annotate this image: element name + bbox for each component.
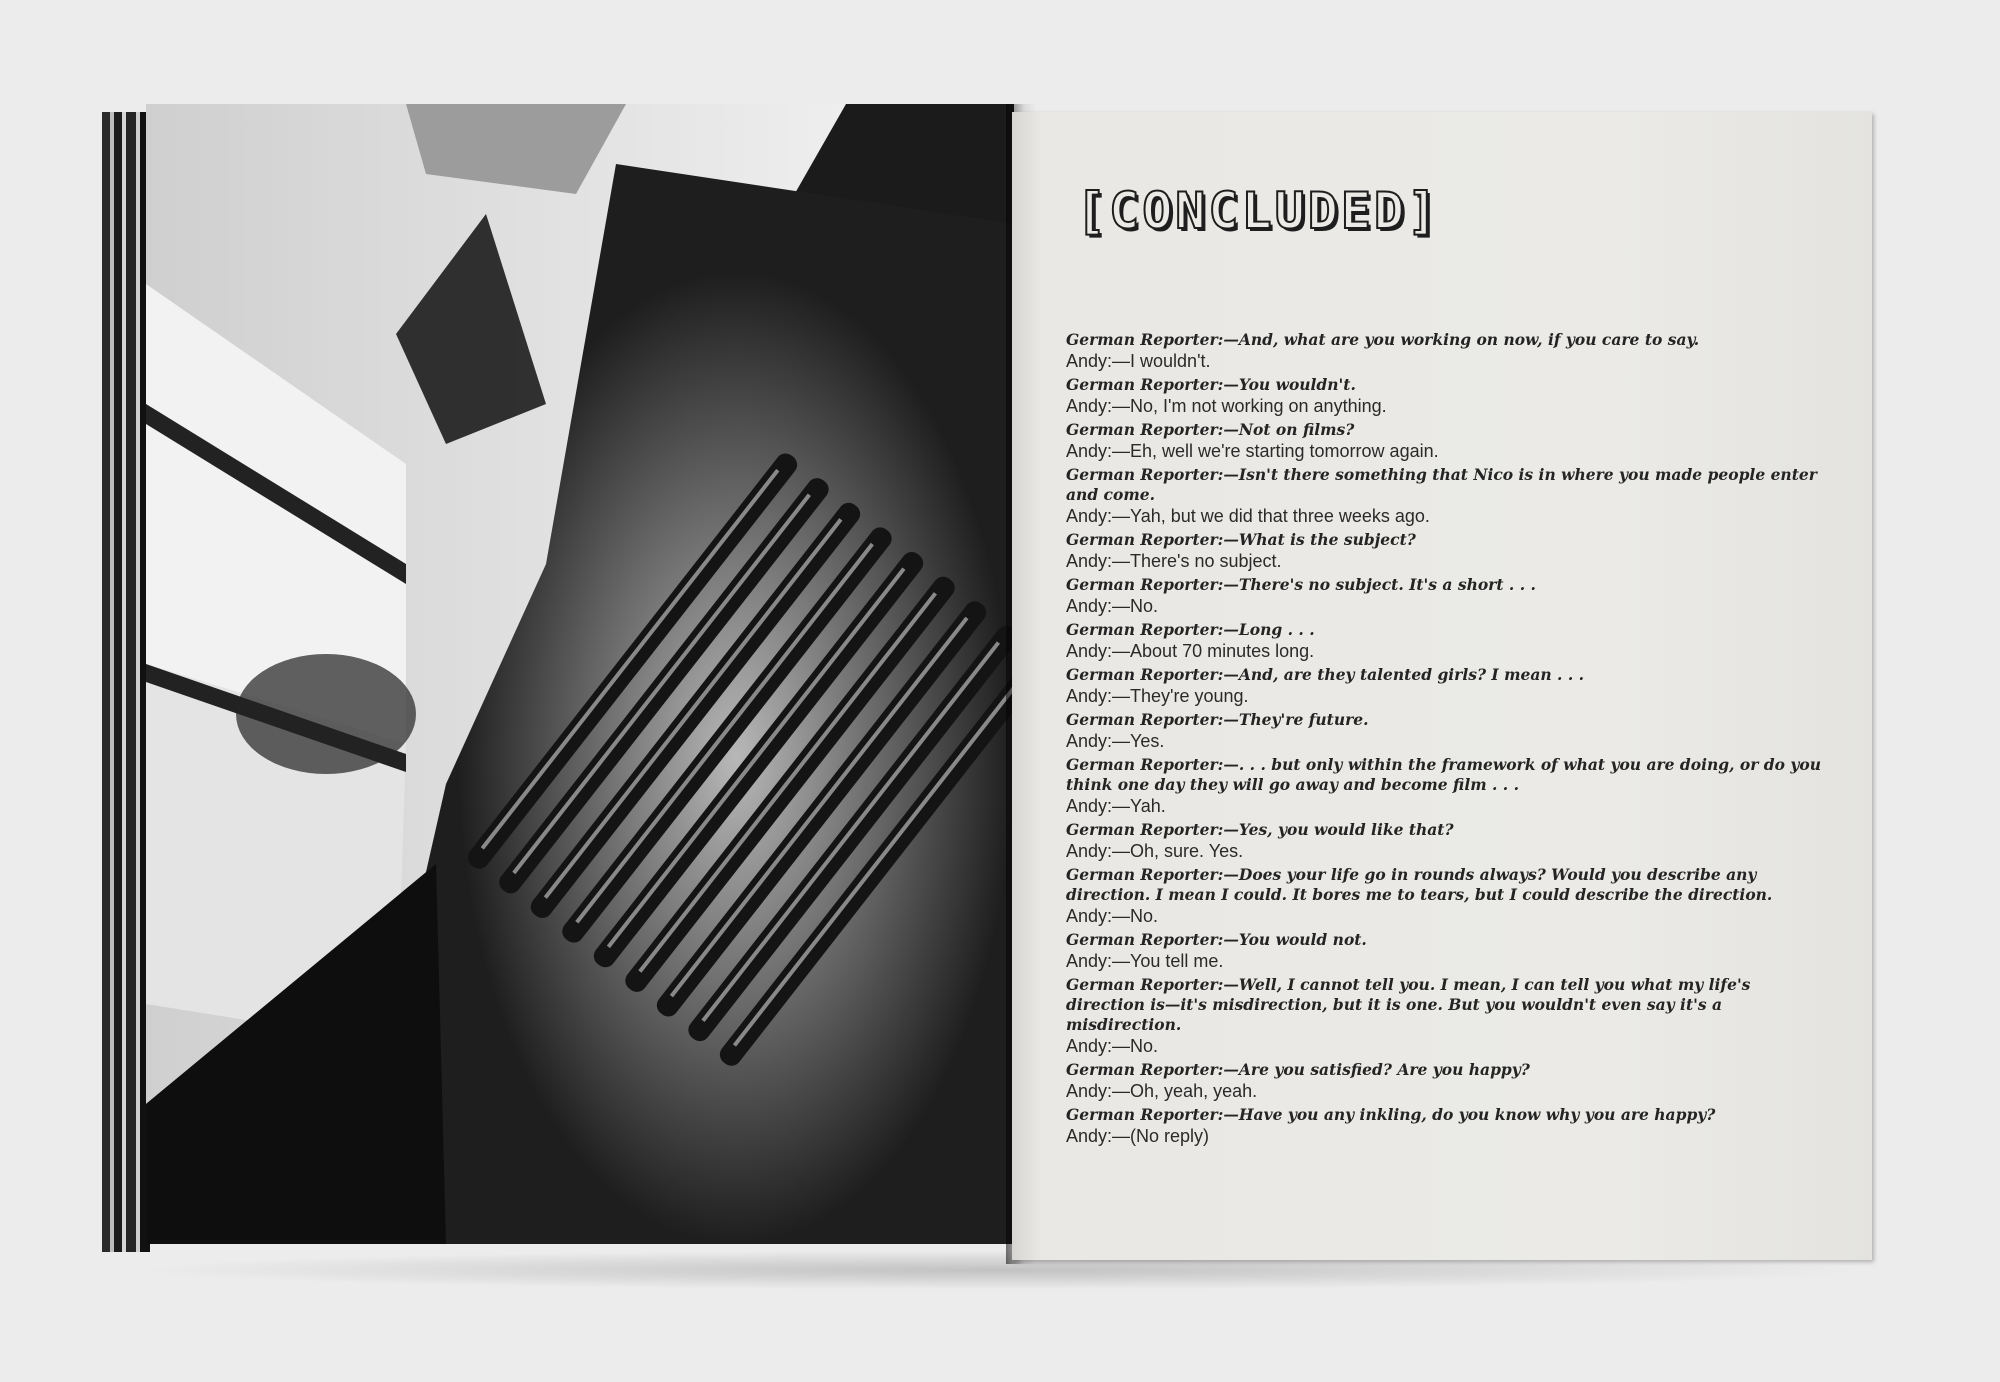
speaker-label: German Reporter: — [1066, 975, 1224, 994]
andy-answer: Andy:—You tell me. — [1066, 951, 1224, 971]
question-text: —And, what are you working on now, if you care to say. — [1223, 330, 1700, 349]
dialogue-turn — [1066, 330, 1826, 372]
reporter-question — [1066, 975, 1826, 1035]
dialogue-turn — [1066, 575, 1826, 617]
speaker-label: German Reporter: — [1066, 330, 1224, 349]
speaker-label: German Reporter: — [1066, 930, 1224, 949]
andy-answer: Andy:—Oh, yeah, yeah. — [1066, 1081, 1258, 1101]
right-page — [1012, 112, 1872, 1260]
dialogue-turn — [1066, 1105, 1826, 1147]
question-text: —Isn't there something that Nico is in where you made people enter and come. — [1066, 465, 1817, 504]
interview-transcript — [1066, 330, 1826, 1150]
dialogue-turn — [1066, 375, 1826, 417]
question-text: —You would not. — [1223, 930, 1367, 949]
andy-answer: Andy:—Eh, well we're starting tomorrow again. — [1066, 441, 1439, 461]
dialogue-turn — [1066, 975, 1826, 1057]
question-text: —You wouldn't. — [1223, 375, 1356, 394]
speaker-label: German Reporter: — [1066, 420, 1224, 439]
dialogue-turn — [1066, 930, 1826, 972]
reporter-question — [1066, 420, 1826, 440]
question-text: —Well, I cannot tell you. I mean, I can tell you what my life's direction is—it's misdirection, but it is one. But you wouldn't even say it's a misdirection. — [1066, 975, 1751, 1034]
dialogue-turn — [1066, 420, 1826, 462]
speaker-label: German Reporter: — [1066, 1060, 1224, 1079]
andy-answer: Andy:—No. — [1066, 596, 1159, 616]
reporter-question — [1066, 710, 1826, 730]
dialogue-turn — [1066, 755, 1826, 817]
bottles-photo — [146, 104, 1014, 1244]
dialogue-turn — [1066, 865, 1826, 927]
andy-answer: Andy:—No. — [1066, 906, 1159, 926]
dialogue-turn — [1066, 1060, 1826, 1102]
dialogue-turn — [1066, 665, 1826, 707]
question-text: —. . . but only within the framework of what you are doing, or do you think one day they will go away and become film . . . — [1066, 755, 1821, 794]
question-text: —Not on films? — [1223, 420, 1355, 439]
reporter-question — [1066, 1105, 1826, 1125]
dialogue-turn — [1066, 820, 1826, 862]
dialogue-turn — [1066, 620, 1826, 662]
question-text: —Does your life go in rounds always? Would you describe any direction. I mean I could. It bores me to tears, but I could describe the direction. — [1066, 865, 1773, 904]
speaker-label: German Reporter: — [1066, 710, 1224, 729]
reporter-question — [1066, 755, 1826, 795]
andy-answer: Andy:—They're young. — [1066, 686, 1249, 706]
page-edges — [102, 112, 150, 1252]
speaker-label: German Reporter: — [1066, 465, 1224, 484]
andy-answer: Andy:—Oh, sure. Yes. — [1066, 841, 1244, 861]
reporter-question — [1066, 575, 1826, 595]
reporter-question — [1066, 330, 1826, 350]
speaker-label: German Reporter: — [1066, 1105, 1224, 1124]
reporter-question — [1066, 865, 1826, 905]
question-text: —There's no subject. It's a short . . . — [1223, 575, 1536, 594]
question-text: —And, are they talented girls? I mean . . . — [1223, 665, 1585, 684]
question-text: —What is the subject? — [1223, 530, 1416, 549]
speaker-label: German Reporter: — [1066, 755, 1224, 774]
dialogue-turn — [1066, 530, 1826, 572]
dialogue-turn — [1066, 710, 1826, 752]
andy-answer: Andy:—Yes. — [1066, 731, 1165, 751]
speaker-label: German Reporter: — [1066, 375, 1224, 394]
question-text: —Yes, you would like that? — [1223, 820, 1454, 839]
andy-answer: Andy:—About 70 minutes long. — [1066, 641, 1315, 661]
reporter-question — [1066, 820, 1826, 840]
question-text: —Have you any inkling, do you know why you are happy? — [1223, 1105, 1716, 1124]
speaker-label: German Reporter: — [1066, 820, 1224, 839]
reporter-question — [1066, 665, 1826, 685]
reporter-question — [1066, 465, 1826, 505]
speaker-label: German Reporter: — [1066, 865, 1224, 884]
andy-answer: Andy:—There's no subject. — [1066, 551, 1282, 571]
speaker-label: German Reporter: — [1066, 530, 1224, 549]
dialogue-turn — [1066, 465, 1826, 527]
andy-answer: Andy:—Yah. — [1066, 796, 1166, 816]
speaker-label: German Reporter: — [1066, 665, 1224, 684]
reporter-question — [1066, 375, 1826, 395]
andy-answer: Andy:—(No reply) — [1066, 1126, 1210, 1146]
speaker-label: German Reporter: — [1066, 575, 1224, 594]
reporter-question — [1066, 620, 1826, 640]
left-page — [146, 104, 1014, 1244]
question-text: —Are you satisfied? Are you happy? — [1223, 1060, 1530, 1079]
andy-answer: Andy:—I wouldn't. — [1066, 351, 1211, 371]
question-text: —Long . . . — [1223, 620, 1315, 639]
speaker-label: German Reporter: — [1066, 620, 1224, 639]
andy-answer: Andy:—No. — [1066, 1036, 1159, 1056]
reporter-question — [1066, 1060, 1826, 1080]
andy-answer: Andy:—Yah, but we did that three weeks ago. — [1066, 506, 1430, 526]
question-text: —They're future. — [1223, 710, 1369, 729]
reporter-question — [1066, 530, 1826, 550]
reporter-question — [1066, 930, 1826, 950]
page-heading: [CONCLUDED] — [1076, 182, 1441, 240]
andy-answer: Andy:—No, I'm not working on anything. — [1066, 396, 1387, 416]
